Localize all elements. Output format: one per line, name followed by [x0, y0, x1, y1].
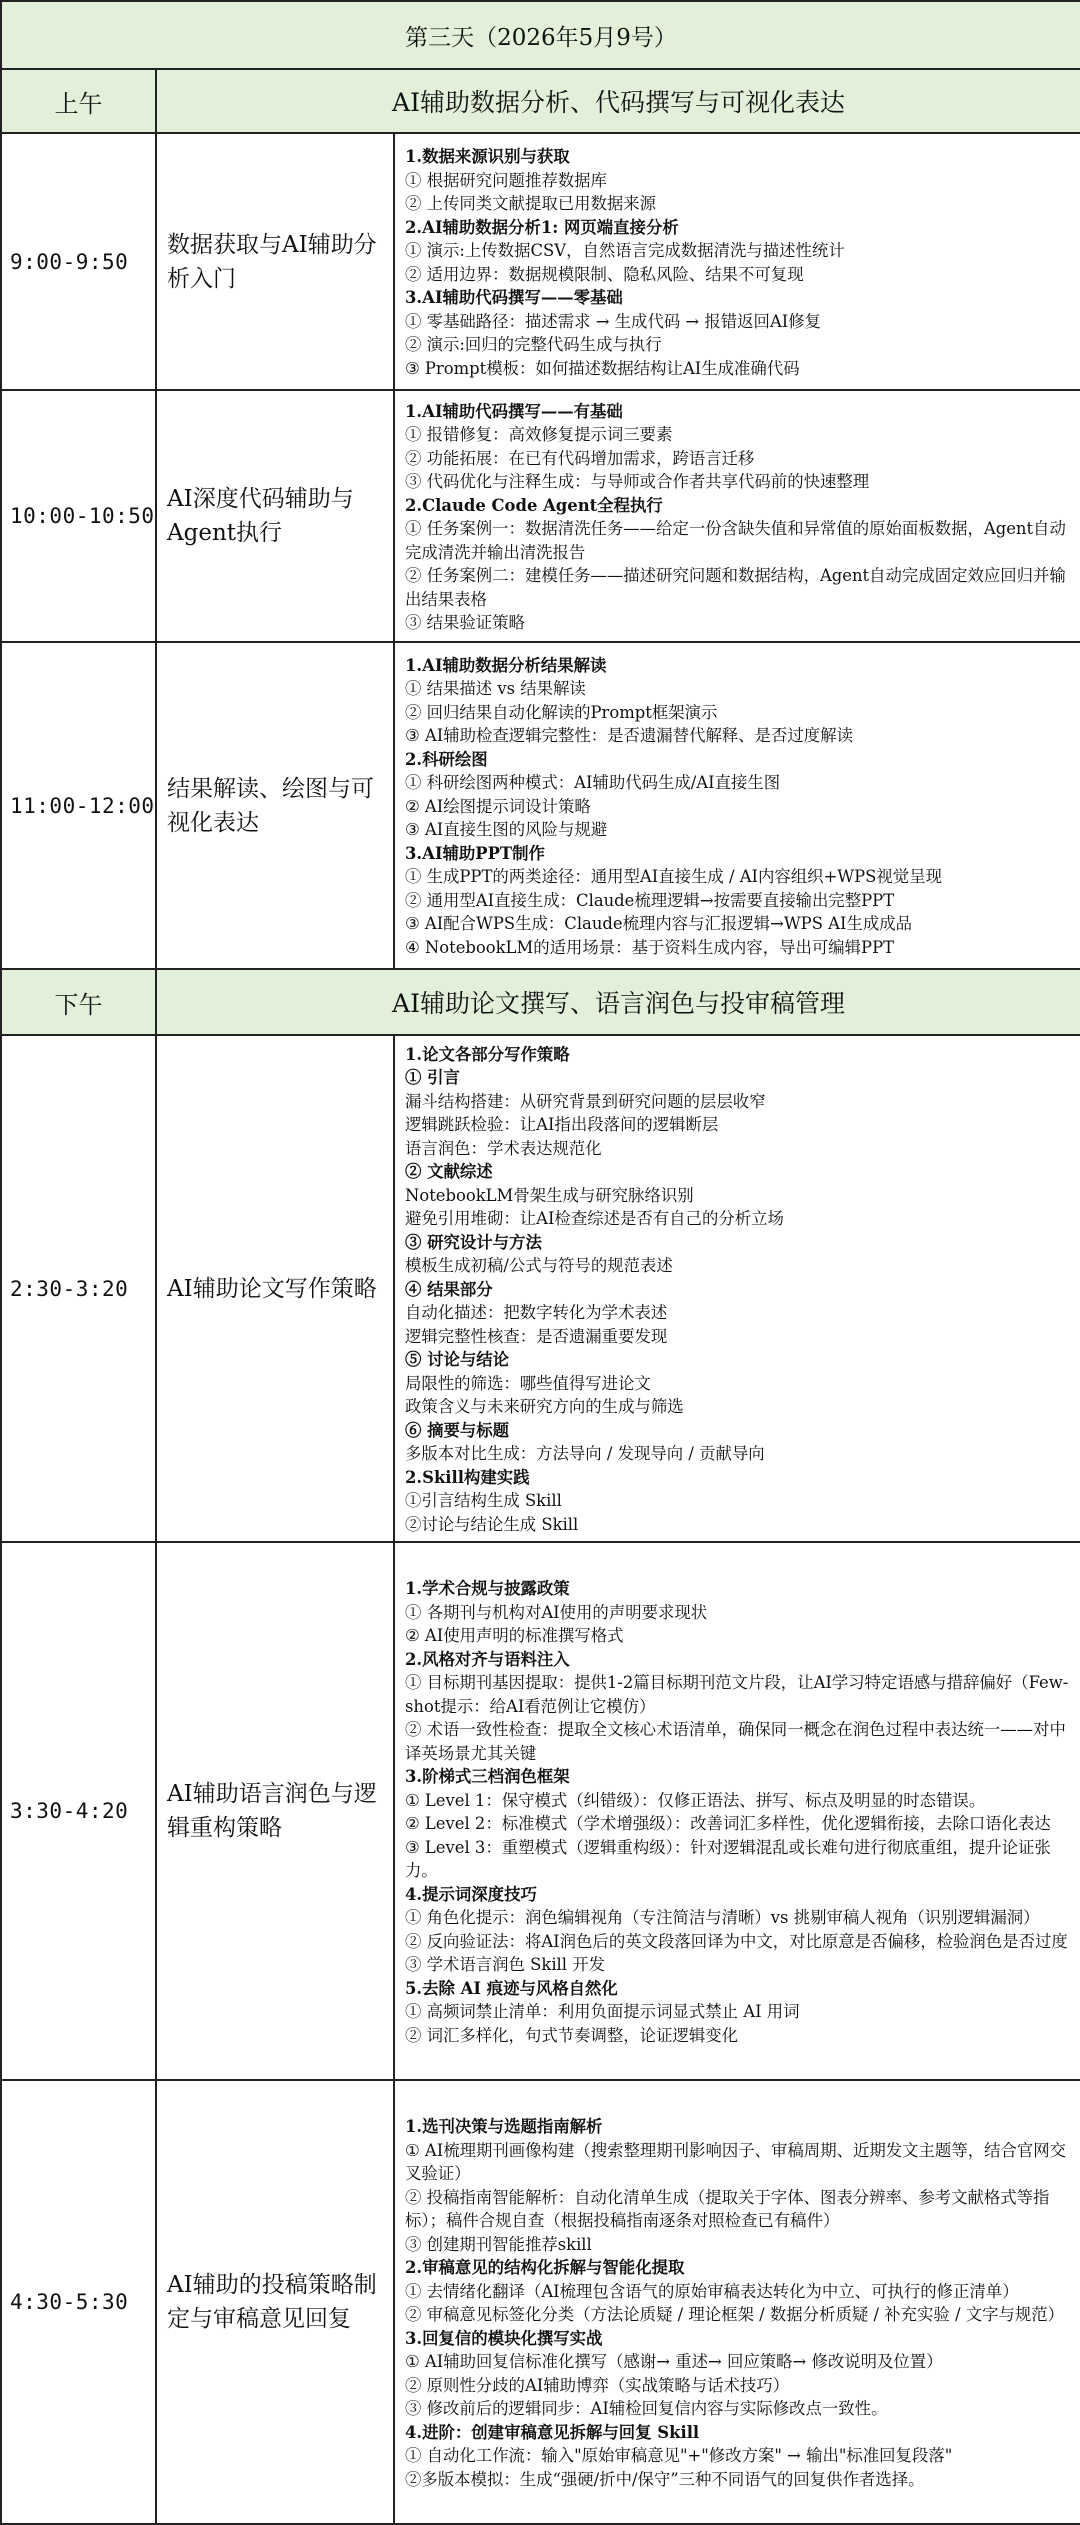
content-line: ① 自动化工作流：输入"原始审稿意见"+"修改方案" → 输出"标准回复段落" — [405, 2446, 953, 2465]
session-topic: AI辅助语言润色与逻辑重构策略 — [156, 1542, 394, 2080]
session-row — [1, 1035, 1080, 1542]
session-time: 11:00-12:00 — [1, 642, 156, 969]
content-line: 政策含义与未来研究方向的生成与筛选 — [405, 1397, 684, 1417]
content-line: 避免引用堆砌：让AI检查综述是否有自己的分析立场 — [405, 1209, 784, 1229]
content-line: 模板生成初稿/公式与符号的规范表述 — [405, 1256, 673, 1276]
session-content — [394, 390, 1080, 642]
session-topic: AI深度代码辅助与Agent执行 — [156, 390, 394, 642]
session-row — [1, 2080, 1080, 2524]
content-heading: 3.阶梯式三档润色框架 — [405, 1767, 570, 1786]
session-topic: AI辅助的投稿策略制定与审稿意见回复 — [156, 2080, 394, 2524]
content-line: ③ Level 3：重塑模式（逻辑重构级）：针对逻辑混乱或长难句进行彻底重组，提升论证张力。 — [405, 1837, 1051, 1880]
session-row — [1, 133, 1080, 390]
content-line: 逻辑完整性核查：是否遗漏重要发现 — [405, 1326, 668, 1346]
afternoon-section-row — [1, 969, 1080, 1035]
content-heading: 2.科研绘图 — [405, 749, 488, 769]
content-heading: 4.进阶：创建审稿意见拆解与回复 Skill — [405, 2422, 700, 2442]
session-content — [394, 2080, 1080, 2524]
session-topic: 数据获取与AI辅助分析入门 — [156, 133, 394, 390]
session-topic: AI辅助论文写作策略 — [156, 1035, 394, 1542]
content-heading: 2.AI辅助数据分析1: 网页端直接分析 — [405, 217, 679, 237]
content-line: ②多版本模拟：生成“强硬/折中/保守”三种不同语气的回复供作者选择。 — [405, 2469, 925, 2489]
content-heading: 2.Skill构建实践 — [405, 1467, 530, 1487]
content-heading: 1.选刊决策与选题指南解析 — [405, 2117, 603, 2136]
content-line: ②讨论与结论生成 Skill — [405, 1514, 579, 1534]
content-line: ② 适用边界：数据规模限制、隐私风险、结果不可复现 — [405, 264, 804, 284]
session-row — [1, 1542, 1080, 2080]
morning-section-row — [1, 69, 1080, 133]
content-line: ② 上传同类文献提取已用数据来源 — [405, 194, 657, 213]
content-line: ① 演示:上传数据CSV，自然语言完成数据清洗与描述性统计 — [405, 241, 845, 260]
session-topic: 结果解读、绘图与可视化表达 — [156, 642, 394, 969]
content-line: ③ 结果验证策略 — [405, 613, 525, 632]
session-time: 2:30-3:20 — [1, 1035, 156, 1542]
content-heading: ① 引言 — [405, 1068, 460, 1088]
content-line: 漏斗结构搭建：从研究背景到研究问题的层层收窄 — [405, 1091, 766, 1111]
content-line: ③ AI直接生图的风险与规避 — [405, 820, 608, 840]
content-line: ① 生成PPT的两类途径：通用型AI直接生成 / AI内容组织+WPS视觉呈现 — [405, 867, 942, 887]
content-heading: 3.AI辅助PPT制作 — [405, 843, 545, 863]
content-line: ② AI绘图提示词设计策略 — [405, 796, 591, 816]
content-line: ① 科研绘图两种模式：AI辅助代码生成/AI直接生图 — [405, 773, 781, 793]
content-line: 语言润色：学术表达规范化 — [405, 1138, 602, 1158]
content-heading: ⑤ 讨论与结论 — [405, 1350, 510, 1370]
content-line: ② 词汇多样化，句式节奏调整，论证逻辑变化 — [405, 2025, 739, 2045]
content-line: ③ 学术语言润色 Skill 开发 — [405, 1955, 606, 1974]
content-line: ① 任务案例一：数据清洗任务——给定一份含缺失值和异常值的原始面板数据，Agent自动完成清洗并输出清洗报告 — [405, 519, 1066, 562]
content-heading: 4.提示词深度技巧 — [405, 1884, 537, 1904]
session-row — [1, 390, 1080, 642]
content-line: ② 投稿指南智能解析：自动化清单生成（提取关于字体、图表分辨率、参考文献格式等指标）；稿件合规自查（根据投稿指南逐条对照检查已有稿件） — [405, 2187, 1050, 2230]
content-line: ③ Prompt模板：如何描述数据结构让AI生成准确代码 — [405, 358, 800, 378]
content-line: ② 反向验证法：将AI润色后的英文段落回译为中文，对比原意是否偏移，检验润色是否过度 — [405, 1931, 1068, 1951]
content-line: ① AI辅助回复信标准化撰写（感谢→ 重述→ 回应策略→ 修改说明及位置） — [405, 2352, 943, 2371]
section-label: 下午 — [1, 969, 156, 1035]
content-line: ③ AI辅助检查逻辑完整性：是否遗漏替代解释、是否过度解读 — [405, 726, 853, 746]
content-line: ② 功能拓展：在已有代码增加需求，跨语言迁移 — [405, 448, 755, 468]
content-heading: 2.风格对齐与语料注入 — [405, 1649, 570, 1669]
content-line: ② AI使用声明的标准撰写格式 — [405, 1626, 624, 1645]
content-line: ① 零基础路径：描述需求 → 生成代码 → 报错返回AI修复 — [405, 311, 822, 331]
section-title: AI辅助论文撰写、语言润色与投审稿管理 — [156, 969, 1080, 1035]
content-line: ① 结果描述 vs 结果解读 — [405, 679, 586, 699]
content-heading: 1.AI辅助数据分析结果解读 — [405, 655, 607, 675]
content-line: NotebookLM骨架生成与研究脉络识别 — [405, 1185, 694, 1205]
content-line: 多版本对比生成：方法导向 / 发现导向 / 贡献导向 — [405, 1444, 765, 1464]
content-line: ① 目标期刊基因提取：提供1-2篇目标期刊范文片段，让AI学习特定语感与措辞偏好（Few-shot提示：给AI看范例让它模仿） — [405, 1673, 1069, 1716]
content-line: ① AI梳理期刊画像构建（搜索整理期刊影响因子、审稿周期、近期发文主题等，结合官网交叉验证） — [405, 2140, 1067, 2183]
session-content — [394, 1542, 1080, 2080]
content-line: ① Level 1：保守模式（纠错级）：仅修正语法、拼写、标点及明显的时态错误。 — [405, 1790, 986, 1810]
content-line: 局限性的筛选：哪些值得写进论文 — [405, 1373, 651, 1393]
content-line: ③ AI配合WPS生成：Claude梳理内容与汇报逻辑→WPS AI生成成品 — [405, 914, 913, 934]
content-heading: 1.AI辅助代码撰写——有基础 — [405, 401, 623, 421]
content-heading: 3.AI辅助代码撰写——零基础 — [405, 288, 623, 307]
content-heading: 1.数据来源识别与获取 — [405, 147, 570, 166]
content-line: ② 演示:回归的完整代码生成与执行 — [405, 335, 662, 354]
content-line: ① 各期刊与机构对AI使用的声明要求现状 — [405, 1602, 708, 1622]
content-heading: 1.学术合规与披露政策 — [405, 1579, 570, 1598]
content-line: ③ 创建期刊智能推荐skill — [405, 2234, 592, 2254]
day-header: 第三天（2026年5月9号） — [1, 1, 1080, 69]
content-heading: ④ 结果部分 — [405, 1279, 493, 1299]
content-line: ② 回归结果自动化解读的Prompt框架演示 — [405, 702, 718, 722]
session-content — [394, 133, 1080, 390]
session-time: 4:30-5:30 — [1, 2080, 156, 2524]
content-heading: ⑥ 摘要与标题 — [405, 1420, 510, 1440]
section-label: 上午 — [1, 69, 156, 133]
content-line: ② 审稿意见标签化分类（方法论质疑 / 理论框架 / 数据分析质疑 / 补充实验 / 文字与规范） — [405, 2305, 1065, 2324]
session-time: 3:30-4:20 — [1, 1542, 156, 2080]
content-line: ① 去情绪化翻译（AI梳理包含语气的原始审稿表达转化为中立、可执行的修正清单） — [405, 2281, 1019, 2301]
content-line: ① 高频词禁止清单：利用负面提示词显式禁止 AI 用词 — [405, 2002, 800, 2021]
session-time: 10:00-10:50 — [1, 390, 156, 642]
content-heading: ③ 研究设计与方法 — [405, 1232, 542, 1252]
content-heading: ② 文献综述 — [405, 1162, 493, 1182]
content-line: ①引言结构生成 Skill — [405, 1491, 562, 1511]
content-line: ③ 修改前后的逻辑同步：AI辅检回复信内容与实际修改点一致性。 — [405, 2399, 888, 2418]
content-line: ④ NotebookLM的适用场景：基于资料生成内容，导出可编辑PPT — [405, 937, 895, 957]
content-line: ③ 代码优化与注释生成：与导师或合作者共享代码前的快速整理 — [405, 472, 870, 491]
content-line: 逻辑跳跃检验：让AI指出段落间的逻辑断层 — [405, 1115, 719, 1135]
content-heading: 1.论文各部分写作策略 — [405, 1044, 570, 1064]
content-line: ② 术语一致性检查：提取全文核心术语清单，确保同一概念在润色过程中表达统一——对中译英场景尤其关键 — [405, 1720, 1066, 1763]
session-content — [394, 1035, 1080, 1542]
content-heading: 5.去除 AI 痕迹与风格自然化 — [405, 1978, 618, 1998]
content-line: ① 报错修复：高效修复提示词三要素 — [405, 425, 673, 444]
content-heading: 2.Claude Code Agent全程执行 — [405, 495, 663, 515]
session-content — [394, 642, 1080, 969]
content-line: ② 通用型AI直接生成：Claude梳理逻辑→按需要直接输出完整PPT — [405, 890, 895, 910]
content-line: ① 根据研究问题推荐数据库 — [405, 170, 607, 190]
session-row — [1, 642, 1080, 969]
content-heading: 3.回复信的模块化撰写实战 — [405, 2328, 603, 2348]
content-line: ② 原则性分歧的AI辅助博弈（实战策略与话术技巧） — [405, 2375, 790, 2395]
section-title: AI辅助数据分析、代码撰写与可视化表达 — [156, 69, 1080, 133]
content-line: ① 角色化提示：润色编辑视角（专注简洁与清晰）vs 挑剔审稿人视角（识别逻辑漏洞） — [405, 1908, 1040, 1927]
content-line: ② Level 2：标准模式（学术增强级）：改善词汇多样性，优化逻辑衔接，去除口语化表达 — [405, 1814, 1051, 1833]
content-line: ② 任务案例二：建模任务——描述研究问题和数据结构，Agent自动完成固定效应回归并输出结果表格 — [405, 566, 1066, 609]
session-time: 9:00-9:50 — [1, 133, 156, 390]
content-heading: 2.审稿意见的结构化拆解与智能化提取 — [405, 2258, 685, 2277]
content-line: 自动化描述：把数字转化为学术表述 — [405, 1303, 668, 1323]
